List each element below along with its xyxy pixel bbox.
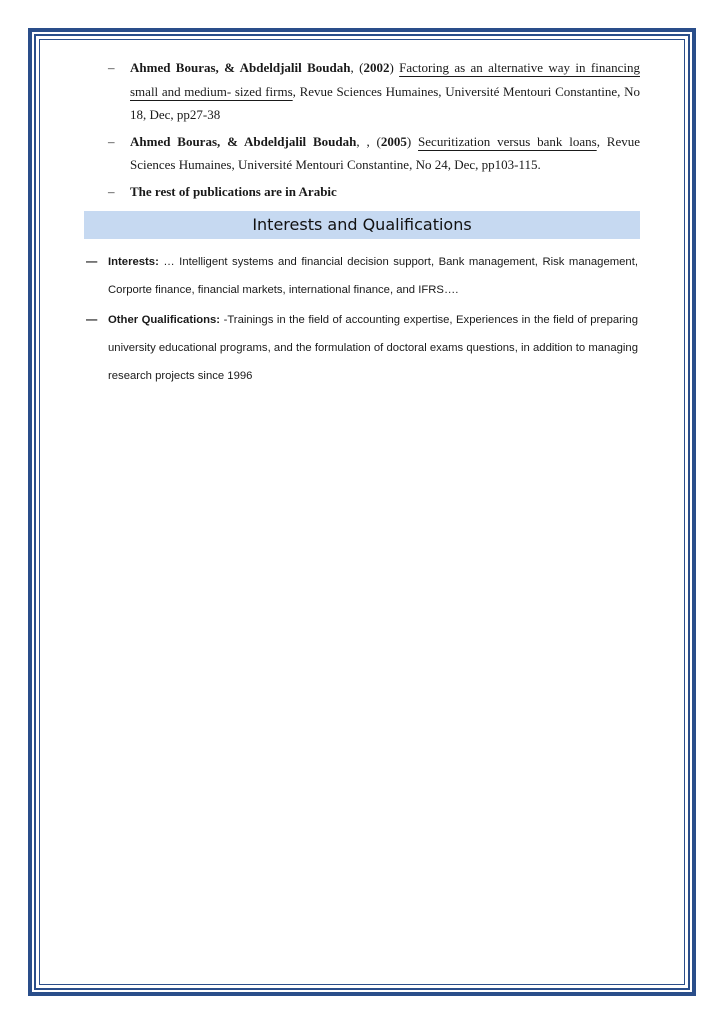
publication-item <box>108 56 640 127</box>
publications-list <box>108 56 640 206</box>
interests-text: … Intelligent systems and financial decision support, Bank management, Risk management, Corporte finance, financial markets, international finance, and IFRS…. <box>108 256 638 296</box>
publication-year: 2002 <box>363 60 390 75</box>
section-header-interests-qualifications: Interests and Qualifications <box>84 211 640 239</box>
list-dash: – <box>108 133 115 149</box>
publication-separator: , , ( <box>356 133 381 149</box>
publication-authors: Ahmed Bouras, & Abdeldjalil Boudah <box>130 133 357 149</box>
publication-separator: ) <box>389 60 400 75</box>
qualifications-list <box>84 248 638 392</box>
publication-title: Factoring as an alternative way in financing small and medium- sized firms <box>130 60 640 99</box>
publication-authors: Ahmed Bouras, & Abdeldjalil Boudah <box>130 60 351 75</box>
list-dash: — <box>86 256 98 268</box>
publication-title: Securitization versus bank loans <box>418 133 597 149</box>
interests-item <box>84 248 638 304</box>
list-dash: – <box>108 60 115 75</box>
publication-separator: ) <box>406 133 419 149</box>
publications-note: The rest of publications are in Arabic <box>130 183 337 199</box>
publication-details: , Revue Sciences Humaines, Université Mentouri Constantine, No 24, Dec, pp103-115. <box>130 133 640 172</box>
publication-year: 2005 <box>380 133 407 149</box>
list-dash: — <box>86 314 98 326</box>
other-qualifications-text: -Trainings in the field of accounting expertise, Experiences in the field of preparing university educational programs, and the formulation of doctoral exams questions, in addition to managing research projects since 1996 <box>108 314 638 382</box>
list-dash: – <box>108 183 115 199</box>
publication-item <box>108 180 640 204</box>
other-qualifications-label: Other Qualifications: <box>108 314 221 326</box>
other-qualifications-item <box>84 306 638 390</box>
interests-label: Interests: <box>108 256 159 268</box>
publication-separator: , ( <box>350 60 364 75</box>
publication-item <box>108 130 640 177</box>
publication-details: , Revue Sciences Humaines, Université Mentouri Constantine, No 18, Dec, pp27-38 <box>130 83 640 122</box>
